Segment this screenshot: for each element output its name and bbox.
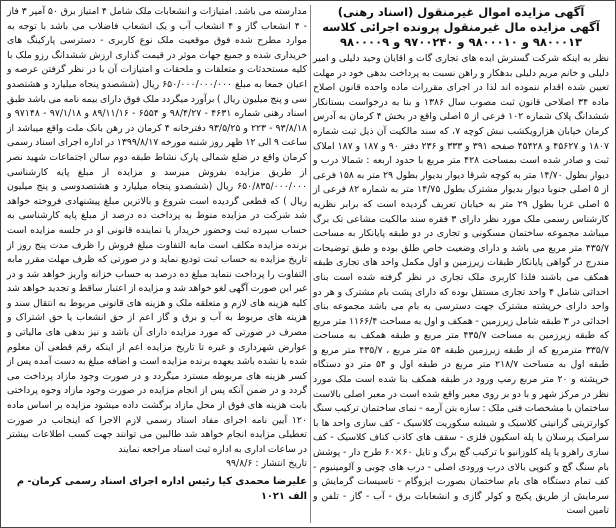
signature-line: علیرضا محمدی کیا رئیس اداره اجرای اسناد رسمی کرمان- م الف ۱۰۲۱: [16, 476, 307, 502]
notice-body-right: نظر به اینکه شرکت گسترش ایده های تجاری گات و اقایان وحید دلیلی و امیر دلیلی و خانم مریم دلیلی بدهکار و راهن نسبت به پرداخت بدهی خود در مهلت تعیین شده اقدام ننموده اند لذا در اجرای مقررات ماده واحده قانون اصلاح ماده ۳۴ اصلاحی قانون ثبت مصوب سال ۱۳۸۶ و بنا به درخواست بستانکار ششدانگ پلاک شماره ۱۰۲ فرعی از ۵ اصلی واقع در بخش ۴ کرمان به آدرس کرمان خیابان هزارویکشب نبش کوچه ۷، که سند مالکیت آن ذیل ثبت شماره ۱۸۰۷ و ۴۵۶۲۷ و ۴۵۴۲۸ صفحه ۳۹۱ و ۳۳۳ و ۲۳۶ دفتر ۹۰ و ۱۸۷ و ۱۸۷ املاک ثبت و صادر شده است بمساحت ۴۲۸ متر مربع با حدود اربعه : شمالا درب و دیوار بطول ۱۴/۷۰ متر به کوچه شرقا دیوار بدیوار بطول ۲۹ متر به ۱۵۸ فرعی از ۵ اصلی جنوبا دیوار بدیوار مشترک بطول ۱۴/۷۵ متر به شماره ۸۲ فرعی از ۵ اصلی غربا بطول ۲۹ متر به خیابان تعریف گردیده است که برابر نظریه کارشناس رسمی ملک مورد نظر دارای ۳ فقره سند مالکیت مشاعی تک برگ میباشد مجموعه ساختمان مسکونی و تجاری در دو طبقه پایانکار به مساحت ۴۳۵/۷ متر مربع می باشد و دارای وضعیت خاص طلق بوده و طبق توضیحات مندرج در گواهی پایانکار طبقات زیرزمین و اول مکمل واحد های تجاری طبقه همکف می باشند فلذا کاربری ملک تجاری در نظر گرفته شده است بنای احداثی شامل ۴ واحد تجاری مستقل بوده که دارای پشت بام مشترک و هر دو واحد دارای خرپشته مشترک جهت دسترسی به بام می باشد مجموعه بنای احداثی در ۳ طبقه شامل زیرزمین - همکف و اول به مساحت ۱۱۶۶/۴ متر مربع که طبقه زیرزمین به مساحت ۴۳۵/۷ متر مربع و طبقه همکف به مساحت ۳۳۵/۷ مترمربع که از طبقه زیرزمین طبقه ۵۴ متر مربع ، ۴۳۵/۷ متر مربع و طبقه اول به مساحت ۲۱۸/۷ متر مربع در طبقه اول و ۵۴ متر دو دستگاه خرپشته و ۲۰ متر مربع رمپ ورود در طبقه همکف بنا شده است ملک مورد نظر در مرکز شهر و با دو بر روی معبر واقع شده است در معبر اصلی بالاست ساختمان با مشخصات فنی ملک : سازه بتن آرمه - نمای ساختمان ترکیب سنگ کوارتزیتی گرانیتی کلاسیک و شیشه سکوریت کلاسیک - کف سازی واحد ها با سرامیک پرسلان یا پله اسکیون فلزی - سقف های کاذب کناف کلاسیک - کف سازی راهرو یا پله کلوزانیو با ترکیب گچ برگ و تایل ۶۰×۶۰ طرح دار - پوشش بام سنگ گچ و کنوپی بالای درب ورودی اصلی - درب های چوبی و آلومینیوم - کف تمام دستگاه های بام ساختمان بصورت ایزوگام - تاسیسات گرمایش و سرمایش از طریق پکیج و کولر گازی و انشعابات برق - آب - گاز - تلفن و تامین است: [313, 53, 610, 517]
publication-date: تاریخ انتشار : ۹۹/۸/۶: [225, 458, 307, 470]
notice-body-left: مدارسته می باشد. امتیازات و انشعابات ملک شامل ۴ امتیاز برق ۵۰ آمپر ۳ فاز - ۴ انشعاب گاز و ۴ انشعاب آب و یک انشعاب فاضلاب می باشد با توجه به موارد مطرح شده فوق موقعیت ملک نوع کاربری - دسترسی پارکینگ های خریداری شده و جمیع جهات موثر در قیمت گذاری ارزش ششدانگ رزو ملک با کلیه مستحدثات و متعلقات و ملحقات و امتیازات آن با در نظر گرفتن عرصه و اعیان جمعا به مبلغ ۶۵۰/۰۰۰/۰۰۰/۰۰۰ ریال (ششصدو پنجاه میلیارد و هشتصدو سی و پنج میلیون ریال ) برآورد میگردد ملک فوق دارای بیمه نامه می باشد طبق اسناد رهنی شماره ۴۶۳۱ - ۹۸/۴/۲۷ و ۶۵۵۴ - ۸۹/۱۱/۱۶ و ۹۷/۱/۱۸ - ۹۷۱۴۸ و ۹۳/۸/۱۸ - ۲۲۳ و ۹۳/۵/۲۵ دفترخانه ۴ کرمان در رهن بانک ملت واقع میباشد از ساعت ۹ الی ۱۲ ظهر روز شنبه مورخه ۱۳۹۹/۸/۱۷ در اداره اجرای اسناد رسمی کرمان واقع در ضلع شمالی پارک نشاط طبقه دوم سالن اجتماعات شهید نصر از طریق مزایده بفروش میرسد و مزایده از مبلغ پایه کارشناسی ۶۵۰/۸۳۵/۰۰۰/۰۰۰ ریال (ششصدو پنجاه میلیارد و هشتصدوسی و پنج میلیون ریال ) که قطعی گردیده است شروع و بالاترین مبلغ پیشنهادی فروخته خواهد شد شرکت در مزایده منوط به پرداخت ده درصد از مبلغ پایه کارشناسی به حساب سپرده ثبت وحضور خریدار یا نماینده قانونی او در جلسه مزایده است برنده مزایده مکلف است مابه التفاوت مبلغ فروش را ظرف مدت پنج روز از تاریخ مزایده به حساب ثبت تودیع نماید و در صورتی که ظرف مهلت مقرر مابه التفاوت را پرداخت ننماید مبلغ ده درصد به حساب خزانه واریز خواهد شد و در غیر این صورت آگهی لغو خواهد شد و مزایده از اعتبار ساقط و تجدید خواهد شد کلیه هزینه های لازم و متعلقه ملک و هزینه های قانونی مربوط به انتقال سند و هزینه های مربوط به آب و برق و گاز اعم از حق انشعاب یا حق اشتراک و مصرف در صورتی که مورد مزایده دارای آن باشد و نیز بدهی های مالیاتی و عوارض شهرداری و غیره تا تاریخ مزایده اعم از اینکه رقم قطعی آن معلوم شده یا نشده باشد بعهده برنده مزایده است و اضافه مبلغ به دست آمده پس از کسر هزینه های مربوطه مسترد میگردد و در صورت وجود مازاد پرداخت می گردد و در ضمن آنکه پس از انجام مزایده در صورت وجود مازاد وجوه پرداختی بابت هزینه های فوق از محل مازاد برگشت داده میشود مزایده بر اساس ماده ۱۲۰ آیین نامه اجرای مفاد اسناد رسمی لازم الاجرا که اینجانب در صورت تعطیلی مزایده انجام خواهد شد طالبین می توانند جهت کسب اطلاعات بیشتر در ساعات اداری به اداره ثبت اسناد مراجعه نمایند: [7, 6, 308, 455]
notice-title: آگهی مزایده اموال غیرمنقول (اسناد رهنی): [337, 5, 585, 19]
right-column: [313, 5, 609, 519]
column-divider: [310, 5, 311, 523]
left-column: [7, 5, 307, 504]
notice-subtitle: آگهی مزایده مال غیرمنقول پرونده اجرائی کلاسه ۹۸۰۰۰۱۳ و ۹۸۰۰۰۱۰ و ۹۷۰۰۲۴۰ و ۹۸۰۰۰۰۹: [322, 20, 600, 49]
